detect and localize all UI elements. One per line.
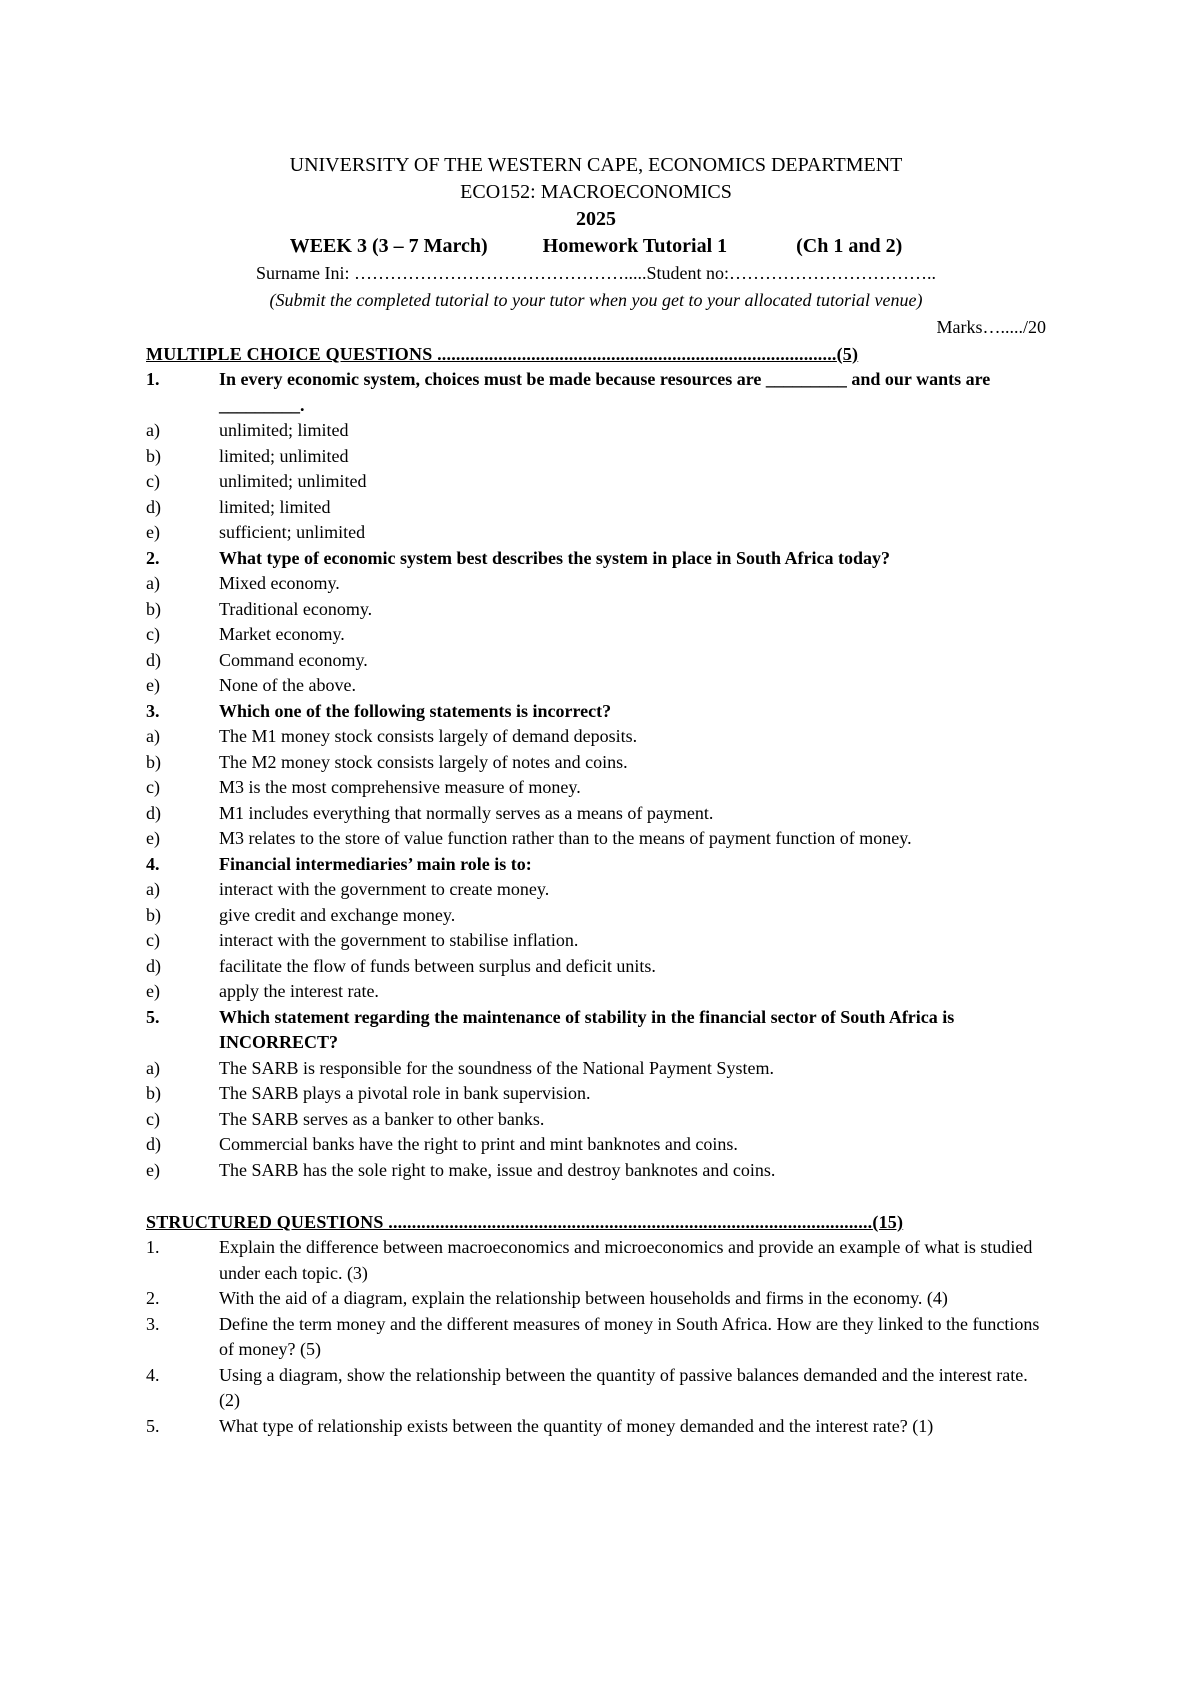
list-item — [146, 750, 1046, 776]
question-text: Using a diagram, show the relationship between the quantity of passive balances demanded and the interest rate. (2) — [219, 1364, 1028, 1410]
option-text: Market economy. — [219, 624, 345, 644]
question-number: 2. — [146, 547, 160, 568]
list-item — [146, 954, 1046, 980]
option-label: e) — [146, 522, 160, 542]
tutorial-document — [146, 152, 1046, 1439]
list-item — [146, 724, 1046, 750]
option-label: d) — [146, 955, 161, 976]
list-item — [146, 979, 1046, 1005]
option-text: Command economy. — [219, 649, 368, 670]
option-text: give credit and exchange money. — [219, 904, 456, 925]
list-item — [146, 903, 1046, 929]
structured-question-4 — [146, 1363, 1046, 1414]
list-item — [146, 418, 1046, 444]
surname-student-line: Surname Ini: ……………………………………….....Student no:…………………………….. — [256, 263, 936, 283]
option-label: b) — [146, 598, 161, 619]
question-text: What type of economic system best describes the system in place in South Africa today? — [219, 547, 890, 568]
option-text: sufficient; unlimited — [219, 522, 366, 542]
spacer — [146, 1183, 1046, 1209]
year: 2025 — [576, 208, 616, 230]
option-text: interact with the government to stabilise inflation. — [219, 930, 579, 950]
option-text: Mixed economy. — [219, 573, 340, 593]
mcq-question-2 — [146, 546, 1046, 572]
list-item — [146, 495, 1046, 521]
marks-line: Marks…...../20 — [936, 317, 1046, 337]
option-text: facilitate the flow of funds between surplus and deficit units. — [219, 955, 656, 976]
list-item — [146, 775, 1046, 801]
structured-question-1 — [146, 1235, 1046, 1286]
option-text: Traditional economy. — [219, 598, 373, 619]
mcq-heading-text: MULTIPLE CHOICE QUESTIONS ..................................................................................... — [146, 344, 837, 364]
list-item — [146, 469, 1046, 495]
list-item — [146, 1056, 1046, 1082]
week-line — [146, 233, 1046, 260]
option-label: c) — [146, 777, 160, 797]
structured-heading-marks: (15) — [872, 1212, 904, 1232]
list-item — [146, 622, 1046, 648]
question-text: Which statement regarding the maintenance of stability in the financial sector of South Africa is INCORRECT? — [219, 1006, 955, 1052]
mcq-question-5 — [146, 1005, 1046, 1056]
option-text: apply the interest rate. — [219, 981, 379, 1001]
question-text: Which one of the following statements is incorrect? — [219, 700, 612, 721]
list-item — [146, 826, 1046, 852]
list-item — [146, 928, 1046, 954]
option-label: d) — [146, 1134, 161, 1154]
list-item — [146, 877, 1046, 903]
option-label: c) — [146, 930, 160, 950]
option-label: e) — [146, 981, 160, 1001]
option-text: The SARB is responsible for the soundness of the National Payment System. — [219, 1057, 774, 1078]
structured-heading — [146, 1209, 1046, 1235]
mcq-heading-marks: (5) — [836, 344, 859, 364]
submit-note: (Submit the completed tutorial to your tutor when you get to your allocated tutorial venue) — [269, 290, 923, 310]
mcq-question-3 — [146, 699, 1046, 725]
question-text: Financial intermediaries’ main role is to: — [219, 853, 532, 874]
list-item — [146, 444, 1046, 470]
option-text: limited; limited — [219, 496, 331, 517]
list-item — [146, 1158, 1046, 1184]
question-number: 3. — [146, 1313, 160, 1334]
option-text: unlimited; unlimited — [219, 471, 367, 491]
structured-question-2 — [146, 1286, 1046, 1312]
option-label: a) — [146, 879, 160, 899]
course-title: ECO152: MACROECONOMICS — [460, 181, 732, 203]
option-text: M3 is the most comprehensive measure of money. — [219, 777, 581, 797]
structured-question-5 — [146, 1414, 1046, 1440]
option-text: The SARB has the sole right to make, issue and destroy banknotes and coins. — [219, 1159, 776, 1180]
question-number: 1. — [146, 369, 160, 389]
question-number: 5. — [146, 1415, 160, 1436]
option-text: interact with the government to create money. — [219, 879, 550, 899]
list-item — [146, 1081, 1046, 1107]
option-text: Commercial banks have the right to print and mint banknotes and coins. — [219, 1134, 738, 1154]
option-text: limited; unlimited — [219, 445, 349, 466]
option-label: d) — [146, 496, 161, 517]
list-item — [146, 520, 1046, 546]
list-item — [146, 1107, 1046, 1133]
question-text: Explain the difference between macroeconomics and microeconomics and provide an example of what is studied under each topic. (3) — [219, 1237, 1033, 1283]
structured-heading-text: STRUCTURED QUESTIONS ....................................................................................................... — [146, 1212, 873, 1232]
question-text: In every economic system, choices must be made because resources are _________ and our wants are _________. — [219, 369, 991, 415]
question-number: 5. — [146, 1006, 160, 1027]
week-label: WEEK 3 (3 – 7 March) — [289, 235, 488, 257]
mcq-question-1 — [146, 367, 1046, 418]
option-text: The SARB serves as a banker to other banks. — [219, 1108, 545, 1129]
option-text: The SARB plays a pivotal role in bank supervision. — [219, 1083, 591, 1103]
option-label: c) — [146, 471, 160, 491]
list-item — [146, 571, 1046, 597]
list-item — [146, 648, 1046, 674]
structured-question-3 — [146, 1312, 1046, 1363]
option-text: The M1 money stock consists largely of demand deposits. — [219, 726, 638, 746]
question-number: 1. — [146, 1237, 160, 1257]
option-text: M1 includes everything that normally serves as a means of payment. — [219, 802, 714, 823]
option-label: b) — [146, 445, 161, 466]
question-text: Define the term money and the different measures of money in South Africa. How are they linked to the functions of money? (5) — [219, 1313, 1040, 1359]
option-label: a) — [146, 726, 160, 746]
option-label: b) — [146, 1083, 161, 1103]
list-item — [146, 673, 1046, 699]
option-label: b) — [146, 751, 161, 772]
option-label: b) — [146, 904, 161, 925]
option-label: a) — [146, 573, 160, 593]
tutorial-label: Homework Tutorial 1 — [542, 235, 728, 257]
option-text: unlimited; limited — [219, 420, 349, 440]
option-text: M3 relates to the store of value function rather than to the means of payment function of money. — [219, 828, 912, 848]
option-label: e) — [146, 1159, 160, 1180]
list-item — [146, 801, 1046, 827]
option-label: c) — [146, 624, 160, 644]
question-number: 4. — [146, 1364, 160, 1385]
list-item — [146, 597, 1046, 623]
option-label: c) — [146, 1108, 160, 1129]
option-label: d) — [146, 649, 161, 670]
option-label: e) — [146, 675, 160, 695]
question-number: 3. — [146, 700, 160, 721]
option-label: d) — [146, 802, 161, 823]
question-text: What type of relationship exists between the quantity of money demanded and the interest rate? (1) — [219, 1415, 934, 1436]
question-number: 2. — [146, 1288, 160, 1308]
university-title: UNIVERSITY OF THE WESTERN CAPE, ECONOMICS DEPARTMENT — [289, 154, 903, 176]
option-label: a) — [146, 420, 160, 440]
option-label: e) — [146, 828, 160, 848]
mcq-question-4 — [146, 852, 1046, 878]
question-number: 4. — [146, 853, 160, 874]
option-text: The M2 money stock consists largely of notes and coins. — [219, 751, 628, 772]
option-text: None of the above. — [219, 675, 356, 695]
list-item — [146, 1132, 1046, 1158]
mcq-heading — [146, 341, 1046, 367]
option-label: a) — [146, 1057, 160, 1078]
chapters-label: (Ch 1 and 2) — [796, 235, 903, 257]
question-text: With the aid of a diagram, explain the relationship between households and firms in the economy. (4) — [219, 1288, 948, 1308]
